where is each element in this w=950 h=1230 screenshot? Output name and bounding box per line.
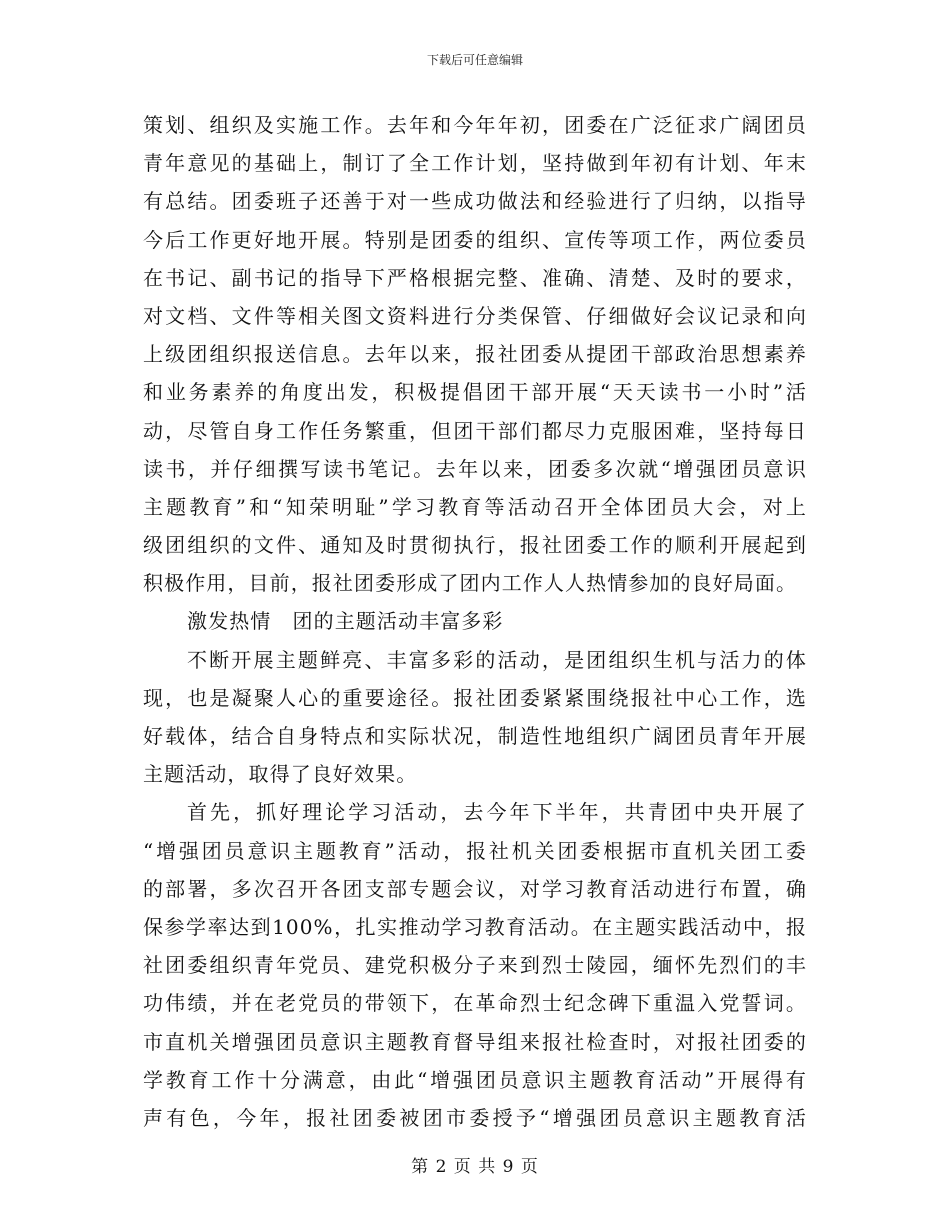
text-line: 策划、组织及实施工作。去年和今年年初，团委在广泛征求广阔团员 bbox=[143, 113, 807, 137]
text-line: 上级团组织报送信息。去年以来，报社团委从提团干部政治思想素养 bbox=[143, 342, 807, 367]
text-line: 对文档、文件等相关图文资料进行分类保管、仔细做好会议记录和向 bbox=[143, 303, 807, 328]
text-line: 学教育工作十分满意，由此“增强团员意识主题教育活动”开展得有 bbox=[143, 1067, 807, 1092]
text-line: 今后工作更好地开展。特别是团委的组织、宣传等项工作，两位委员 bbox=[143, 227, 807, 252]
text-line: 有总结。团委班子还善于对一些成功做法和经验进行了归纳，以指导 bbox=[143, 189, 807, 214]
text-line: 功伟绩，并在老党员的带领下，在革命烈士纪念碑下重温入党誓词。 bbox=[143, 991, 807, 1016]
text-line: 现，也是凝聚人心的重要途径。报社团委紧紧围绕报社中心工作，选 bbox=[143, 685, 807, 710]
text-line: 读书，并仔细撰写读书笔记。去年以来，团委多次就“增强团员意识 bbox=[143, 456, 807, 481]
text-line: “增强团员意识主题教育”活动，报社机关团委根据市直机关团工委 bbox=[143, 838, 807, 863]
text-line: 不断开展主题鲜亮、丰富多彩的活动，是团组织生机与活力的体 bbox=[187, 647, 807, 672]
section-heading: 激发热情 团的主题活动丰富多彩 bbox=[187, 609, 504, 634]
text-line: 声有色，今年，报社团委被团市委授予“增强团员意识主题教育活 bbox=[143, 1105, 807, 1130]
page-number: 第 2 页 共 9 页 bbox=[411, 1157, 539, 1177]
text-line: 好载体，结合自身特点和实际状况，制造性地组织广阔团员青年开展 bbox=[143, 724, 807, 748]
text-line: 保参学率达到100%，扎实推动学习教育活动。在主题实践活动中，报 bbox=[143, 914, 807, 939]
text-line: 青年意见的基础上，制订了全工作计划，坚持做到年初有计划、年末 bbox=[143, 151, 807, 176]
text-line: 的部署，多次召开各团支部专题会议，对学习教育活动进行布置，确 bbox=[143, 876, 807, 901]
text-line: 市直机关增强团员意识主题教育督导组来报社检查时，对报社团委的 bbox=[143, 1029, 807, 1054]
text-line: 在书记、副书记的指导下严格根据完整、准确、清楚、及时的要求， bbox=[143, 265, 807, 290]
text-line: 级团组织的文件、通知及时贯彻执行，报社团委工作的顺利开展起到 bbox=[143, 533, 807, 558]
text-line: 首先，抓好理论学习活动，去今年下半年，共青团中央开展了 bbox=[187, 800, 807, 825]
page-header: 下载后可任意编辑 bbox=[426, 53, 523, 67]
text-line: 动，尽管自身工作任务繁重，但团干部们都尽力克服困难，坚持每日 bbox=[143, 418, 807, 443]
text-line: 和业务素养的角度出发，积极提倡团干部开展“天天读书一小时”活 bbox=[143, 380, 807, 405]
body-text bbox=[143, 106, 807, 1137]
text-line: 社团委组织青年党员、建党积极分子来到烈士陵园，缅怀先烈们的丰 bbox=[143, 953, 807, 978]
text-line: 积极作用，目前，报社团委形成了团内工作人人热情参加的良好局面。 bbox=[143, 571, 798, 596]
text-line: 主题活动，取得了良好效果。 bbox=[143, 762, 418, 787]
text-line: 主题教育”和“知荣明耻”学习教育等活动召开全体团员大会，对上 bbox=[143, 494, 807, 519]
